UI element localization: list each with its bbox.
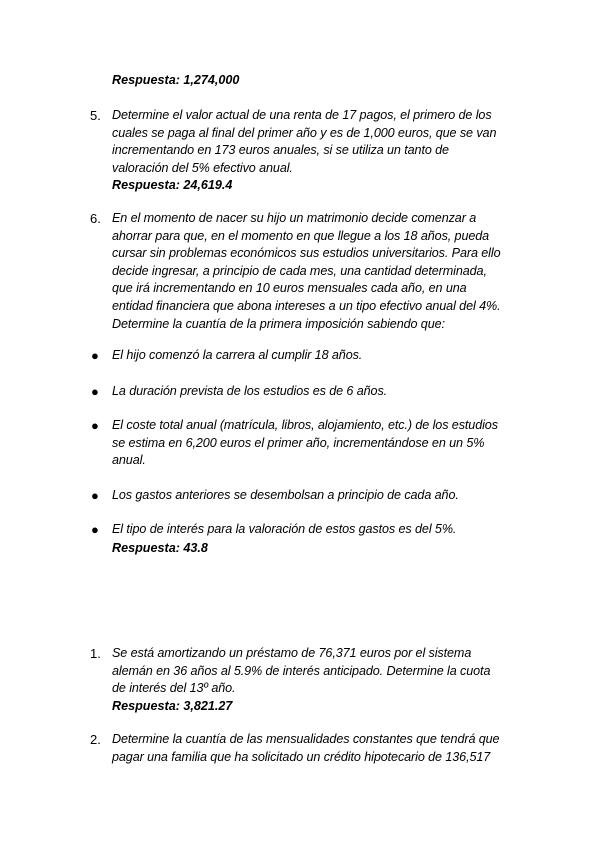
problem-6-line: entidad financiera que abona intereses a un tipo efectivo anual del 4%. [112,298,501,313]
answer-problem-5: Respuesta: 24,619.4 [112,178,233,192]
bullet-icon: ● [91,418,99,433]
problem-5-line: Determine el valor actual de una renta de 17 pagos, el primero de los [112,108,492,122]
bullet-icon: ● [91,522,99,537]
bullet-text: anual. [112,453,146,468]
answer-previous: Respuesta: 1,274,000 [112,73,240,87]
bullet-text: La duración prevista de los estudios es de 6 años. [112,384,388,398]
answer-problem-1: Respuesta: 3,821.27 [112,699,233,713]
problem-6-line: decide ingresar, a principio de cada mes, una cantidad determinada, [112,263,487,278]
problem-6-number: 6. [90,211,101,226]
problem-1-line: Se está amortizando un préstamo de 76,371 euros por el sistema [112,646,472,660]
bullet-icon: ● [91,348,99,363]
problem-5-line: incrementando en 173 euros anuales, si se utiliza un tanto de [112,143,449,158]
problem-6-line: Determine la cuantía de la primera imposición sabiendo que: [112,316,445,331]
problem-6-line: que irá incrementando en 10 euros mensuales cada año, en una [112,281,467,296]
bullet-text: El tipo de interés para la valoración de estos gastos es del 5%. [112,522,457,536]
problem-5-line: valoración del 5% efectivo anual. [112,160,293,175]
problem-1-text [112,645,530,698]
problem-2-line: pagar una familia que ha solicitado un crédito hipotecario de 136,517 [112,749,491,764]
problem-2-line: Determine la cuantía de las mensualidades constantes que tendrá que [112,732,500,746]
answer-problem-6: Respuesta: 43.8 [112,541,208,555]
problem-5-text [112,107,530,177]
bullet-icon: ● [91,488,99,503]
bullet-text: El coste total anual (matrícula, libros, alojamiento, etc.) de los estudios [112,418,498,432]
problem-6-text [112,210,530,333]
bullet-text: se estima en 6,200 euros el primer año, incrementándose en un 5% [112,435,485,450]
problem-2-text [112,731,530,766]
problem-1-number: 1. [90,646,101,661]
bullet-text: El hijo comenzó la carrera al cumplir 18 años. [112,348,363,362]
problem-1-line: de interés del 13º año. [112,681,236,696]
problem-6-line: ahorrar para que, en el momento en que llegue a los 18 años, pueda [112,228,490,243]
problem-2-number: 2. [90,732,101,747]
bullet-icon: ● [91,384,99,399]
bullet-text: Los gastos anteriores se desembolsan a principio de cada año. [112,488,459,502]
problem-5-line: cuales se paga al final del primer año y es de 1,000 euros, que se van [112,125,497,140]
problem-6-line: cursar sin problemas económicos sus estudios universitarios. Para ello [112,246,501,261]
problem-5-number: 5. [90,108,101,123]
problem-6-line: En el momento de nacer su hijo un matrimonio decide comenzar a [112,211,477,225]
problem-1-line: alemán en 36 años al 5.9% de interés anticipado. Determine la cuota [112,663,491,678]
